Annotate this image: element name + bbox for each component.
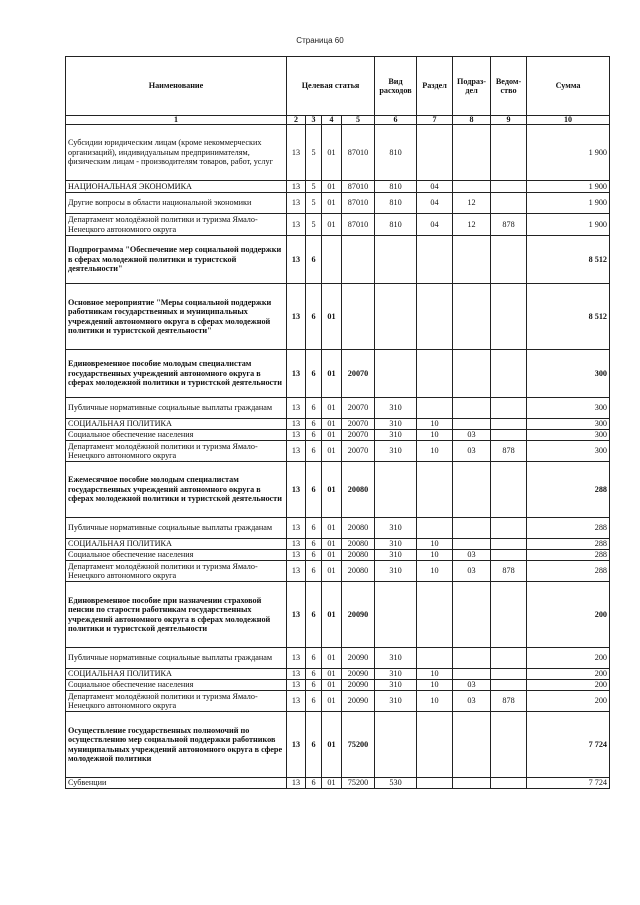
row-code-cell: 01 [322,550,342,561]
row-code-cell [375,284,417,350]
row-code-cell: 13 [287,441,306,462]
row-code-cell [453,669,491,680]
row-code-cell: 310 [375,680,417,691]
row-code-cell [453,648,491,669]
row-code-cell: 810 [375,193,417,214]
row-code-cell [453,582,491,648]
table-row [66,284,610,350]
row-code-cell: 10 [417,669,453,680]
row-code-cell [417,284,453,350]
row-code-cell: 530 [375,778,417,789]
row-code-cell: 04 [417,193,453,214]
table-row [66,350,610,398]
table-row [66,518,610,539]
table-row [66,561,610,582]
row-code-cell: 310 [375,430,417,441]
row-code-cell: 13 [287,398,306,419]
row-code-cell: 6 [306,680,322,691]
row-code-cell: 13 [287,350,306,398]
row-code-cell [453,462,491,518]
header-department: Ведом-ство [491,57,527,116]
row-name-cell: Основное мероприятие "Меры социальной поддержки работникам государственных и муниципальных учреждений автономного округа в сферах молодежной политики и туристской деятельности" [66,284,287,350]
row-name-cell: Социальное обеспечение населения [66,550,287,561]
row-code-cell [375,712,417,778]
row-code-cell: 810 [375,125,417,181]
row-code-cell [491,419,527,430]
row-code-cell: 310 [375,648,417,669]
row-code-cell: 6 [306,550,322,561]
row-name-cell: Субвенции [66,778,287,789]
row-name-cell: Социальное обеспечение населения [66,680,287,691]
row-code-cell: 04 [417,214,453,236]
row-sum-cell: 200 [527,582,610,648]
row-sum-cell: 300 [527,398,610,419]
row-sum-cell: 300 [527,430,610,441]
row-name-cell: СОЦИАЛЬНАЯ ПОЛИТИКА [66,669,287,680]
column-number: 5 [342,116,375,125]
row-code-cell: 13 [287,419,306,430]
row-code-cell: 01 [322,648,342,669]
row-sum-cell: 200 [527,648,610,669]
row-code-cell: 01 [322,561,342,582]
header-sum: Сумма [527,57,610,116]
table-row [66,214,610,236]
row-code-cell: 6 [306,236,322,284]
row-name-cell: Единовременное пособие при назначении страховой пенсии по старости работникам государственных учреждений автономного округа в сферах молодежной политики и туристской деятельности [66,582,287,648]
row-code-cell [417,398,453,419]
row-code-cell [491,539,527,550]
header-expense-type: Вид расходов [375,57,417,116]
row-sum-cell: 200 [527,669,610,680]
row-code-cell [375,350,417,398]
row-code-cell: 878 [491,691,527,712]
table-row [66,539,610,550]
row-name-cell: Ежемесячное пособие молодым специалистам государственных учреждений автономного округа в сферах молодежной политики и туристской деятельности [66,462,287,518]
row-code-cell: 20070 [342,430,375,441]
row-code-cell: 13 [287,561,306,582]
row-code-cell [453,236,491,284]
row-code-cell: 10 [417,441,453,462]
row-sum-cell: 7 724 [527,712,610,778]
row-name-cell: Департамент молодёжной политики и туризма Ямало-Ненецкого автономного округа [66,561,287,582]
row-code-cell: 01 [322,125,342,181]
row-code-cell: 20070 [342,398,375,419]
header-subsection: Подраз-дел [453,57,491,116]
table-row [66,680,610,691]
row-code-cell: 10 [417,419,453,430]
row-code-cell: 20080 [342,550,375,561]
row-code-cell: 03 [453,430,491,441]
row-code-cell: 10 [417,561,453,582]
row-code-cell: 6 [306,441,322,462]
row-code-cell: 87010 [342,125,375,181]
row-code-cell: 04 [417,181,453,193]
row-code-cell: 6 [306,648,322,669]
row-code-cell [491,398,527,419]
row-code-cell: 6 [306,398,322,419]
row-name-cell: Подпрограмма "Обеспечение мер социальной поддержки в сферах молодежной политики и туристской деятельности" [66,236,287,284]
row-code-cell: 20080 [342,561,375,582]
row-code-cell [491,430,527,441]
row-code-cell: 6 [306,350,322,398]
row-code-cell: 13 [287,430,306,441]
row-sum-cell: 1 900 [527,214,610,236]
row-code-cell [491,669,527,680]
row-code-cell [417,350,453,398]
row-name-cell: СОЦИАЛЬНАЯ ПОЛИТИКА [66,539,287,550]
row-code-cell: 5 [306,181,322,193]
row-code-cell: 6 [306,284,322,350]
row-code-cell: 03 [453,691,491,712]
row-code-cell: 12 [453,214,491,236]
row-code-cell [491,680,527,691]
row-code-cell [491,550,527,561]
row-code-cell: 13 [287,193,306,214]
table-body [66,125,610,789]
row-code-cell: 20070 [342,350,375,398]
row-code-cell: 01 [322,691,342,712]
row-code-cell [453,181,491,193]
column-number: 6 [375,116,417,125]
table-row [66,550,610,561]
row-code-cell: 6 [306,669,322,680]
row-code-cell: 03 [453,680,491,691]
row-code-cell [491,518,527,539]
row-code-cell: 6 [306,712,322,778]
row-code-cell: 6 [306,462,322,518]
row-code-cell: 13 [287,778,306,789]
row-code-cell [453,518,491,539]
row-code-cell [453,712,491,778]
row-code-cell: 310 [375,691,417,712]
row-code-cell: 5 [306,125,322,181]
column-number: 7 [417,116,453,125]
row-name-cell: Департамент молодёжной политики и туризма Ямало-Ненецкого автономного округа [66,441,287,462]
row-code-cell [491,350,527,398]
row-name-cell: Публичные нормативные социальные выплаты гражданам [66,648,287,669]
row-code-cell: 13 [287,712,306,778]
row-code-cell: 20090 [342,669,375,680]
row-sum-cell: 200 [527,680,610,691]
row-code-cell [342,236,375,284]
row-code-cell: 01 [322,518,342,539]
row-sum-cell: 288 [527,462,610,518]
row-code-cell [491,648,527,669]
row-code-cell: 810 [375,214,417,236]
row-code-cell [453,350,491,398]
table-row [66,648,610,669]
row-code-cell [417,125,453,181]
row-code-cell [453,125,491,181]
row-code-cell: 310 [375,669,417,680]
table-row [66,441,610,462]
row-code-cell: 10 [417,430,453,441]
row-code-cell: 310 [375,441,417,462]
table-row [66,430,610,441]
row-code-cell: 03 [453,441,491,462]
row-code-cell: 878 [491,214,527,236]
row-code-cell: 6 [306,778,322,789]
row-code-cell [417,518,453,539]
row-code-cell: 20070 [342,419,375,430]
row-code-cell: 20070 [342,441,375,462]
column-number: 8 [453,116,491,125]
column-number-row [66,116,610,125]
row-sum-cell: 288 [527,539,610,550]
row-sum-cell: 1 900 [527,125,610,181]
row-code-cell [453,398,491,419]
row-code-cell [491,181,527,193]
row-code-cell: 01 [322,193,342,214]
row-sum-cell: 288 [527,550,610,561]
column-number: 4 [322,116,342,125]
row-code-cell [491,193,527,214]
row-code-cell: 03 [453,561,491,582]
table-row [66,419,610,430]
row-code-cell: 5 [306,193,322,214]
row-code-cell [375,462,417,518]
row-sum-cell: 300 [527,419,610,430]
row-code-cell: 75200 [342,778,375,789]
row-name-cell: Осуществление государственных полномочий по осуществлению мер социальной поддержки работников муниципальных учреждений автономного округа в сфере молодежной политики [66,712,287,778]
row-code-cell: 310 [375,550,417,561]
row-code-cell: 13 [287,669,306,680]
row-code-cell [491,284,527,350]
table-row [66,462,610,518]
row-code-cell [491,125,527,181]
row-sum-cell: 288 [527,561,610,582]
row-code-cell: 01 [322,539,342,550]
row-code-cell [417,462,453,518]
row-code-cell: 01 [322,669,342,680]
row-code-cell: 13 [287,181,306,193]
row-code-cell: 01 [322,398,342,419]
row-code-cell: 6 [306,419,322,430]
row-code-cell [453,419,491,430]
row-sum-cell: 8 512 [527,284,610,350]
row-name-cell: Публичные нормативные социальные выплаты гражданам [66,398,287,419]
row-sum-cell: 300 [527,441,610,462]
row-code-cell: 5 [306,214,322,236]
row-code-cell: 01 [322,778,342,789]
row-code-cell: 10 [417,550,453,561]
row-code-cell: 87010 [342,214,375,236]
column-number: 2 [287,116,306,125]
row-code-cell: 20080 [342,518,375,539]
row-sum-cell: 288 [527,518,610,539]
row-code-cell [491,582,527,648]
row-sum-cell: 8 512 [527,236,610,284]
row-code-cell: 878 [491,441,527,462]
row-code-cell [453,778,491,789]
row-code-cell [491,462,527,518]
row-code-cell: 13 [287,582,306,648]
row-code-cell: 13 [287,518,306,539]
row-code-cell: 13 [287,214,306,236]
row-code-cell: 310 [375,539,417,550]
table-row [66,691,610,712]
row-name-cell: Публичные нормативные социальные выплаты гражданам [66,518,287,539]
table-row [66,181,610,193]
row-code-cell: 6 [306,539,322,550]
row-name-cell: Социальное обеспечение населения [66,430,287,441]
table-row [66,398,610,419]
table-row [66,669,610,680]
header-name: Наименование [66,57,287,116]
row-code-cell: 13 [287,462,306,518]
table-row [66,778,610,789]
row-code-cell [342,284,375,350]
row-code-cell: 13 [287,691,306,712]
row-code-cell: 13 [287,236,306,284]
budget-table [65,56,610,789]
row-code-cell [491,236,527,284]
row-name-cell: Другие вопросы в области национальной экономики [66,193,287,214]
row-sum-cell: 1 900 [527,181,610,193]
row-code-cell: 13 [287,680,306,691]
table-row [66,236,610,284]
column-number: 10 [527,116,610,125]
row-name-cell: СОЦИАЛЬНАЯ ПОЛИТИКА [66,419,287,430]
row-code-cell: 01 [322,430,342,441]
row-code-cell: 20080 [342,539,375,550]
row-code-cell: 6 [306,561,322,582]
row-code-cell: 01 [322,441,342,462]
row-code-cell: 87010 [342,193,375,214]
table-row [66,193,610,214]
table-header-row [66,57,610,116]
row-code-cell [322,236,342,284]
row-sum-cell: 300 [527,350,610,398]
row-code-cell: 01 [322,712,342,778]
row-code-cell: 310 [375,398,417,419]
column-number: 9 [491,116,527,125]
row-code-cell: 13 [287,284,306,350]
header-target-article: Целевая статья [287,57,375,116]
row-code-cell: 01 [322,680,342,691]
row-code-cell [417,712,453,778]
row-code-cell: 20090 [342,648,375,669]
row-code-cell: 310 [375,518,417,539]
row-code-cell: 878 [491,561,527,582]
row-code-cell: 20080 [342,462,375,518]
row-sum-cell: 1 900 [527,193,610,214]
row-code-cell: 10 [417,539,453,550]
row-code-cell: 01 [322,181,342,193]
row-code-cell: 87010 [342,181,375,193]
row-code-cell: 13 [287,550,306,561]
column-number: 3 [306,116,322,125]
row-code-cell: 01 [322,419,342,430]
row-code-cell [491,778,527,789]
row-name-cell: Департамент молодёжной политики и туризма Ямало-Ненецкого автономного округа [66,691,287,712]
row-code-cell: 01 [322,350,342,398]
row-code-cell: 20090 [342,680,375,691]
row-code-cell: 310 [375,419,417,430]
row-code-cell [417,582,453,648]
row-code-cell: 13 [287,125,306,181]
row-code-cell: 01 [322,462,342,518]
header-section: Раздел [417,57,453,116]
row-code-cell [417,236,453,284]
row-code-cell [417,648,453,669]
row-code-cell: 13 [287,539,306,550]
row-code-cell: 10 [417,691,453,712]
row-name-cell: Единовременное пособие молодым специалистам государственных учреждений автономного округа в сферах молодежной политики и туристской деятельности [66,350,287,398]
row-name-cell: Субсидии юридическим лицам (кроме некоммерческих организаций), индивидуальным предпринимателям, физическим лицам - производителям товаров, работ, услуг [66,125,287,181]
page-number-label: Страница 60 [296,36,344,45]
row-sum-cell: 7 724 [527,778,610,789]
row-code-cell: 20090 [342,691,375,712]
row-code-cell [491,712,527,778]
row-code-cell: 20090 [342,582,375,648]
row-code-cell: 12 [453,193,491,214]
row-name-cell: Департамент молодёжной политики и туризма Ямало-Ненецкого автономного округа [66,214,287,236]
row-code-cell: 03 [453,550,491,561]
row-code-cell: 01 [322,284,342,350]
row-code-cell: 13 [287,648,306,669]
column-number: 1 [66,116,287,125]
row-code-cell: 6 [306,691,322,712]
row-code-cell [453,284,491,350]
row-code-cell [375,236,417,284]
row-sum-cell: 200 [527,691,610,712]
row-code-cell: 810 [375,181,417,193]
row-code-cell: 6 [306,582,322,648]
row-code-cell [375,582,417,648]
row-code-cell: 75200 [342,712,375,778]
table-row [66,712,610,778]
row-code-cell: 310 [375,561,417,582]
table-row [66,582,610,648]
row-code-cell: 01 [322,214,342,236]
row-name-cell: НАЦИОНАЛЬНАЯ ЭКОНОМИКА [66,181,287,193]
row-code-cell [453,539,491,550]
row-code-cell: 01 [322,582,342,648]
row-code-cell: 10 [417,680,453,691]
row-code-cell: 6 [306,518,322,539]
table-row [66,125,610,181]
row-code-cell [417,778,453,789]
row-code-cell: 6 [306,430,322,441]
